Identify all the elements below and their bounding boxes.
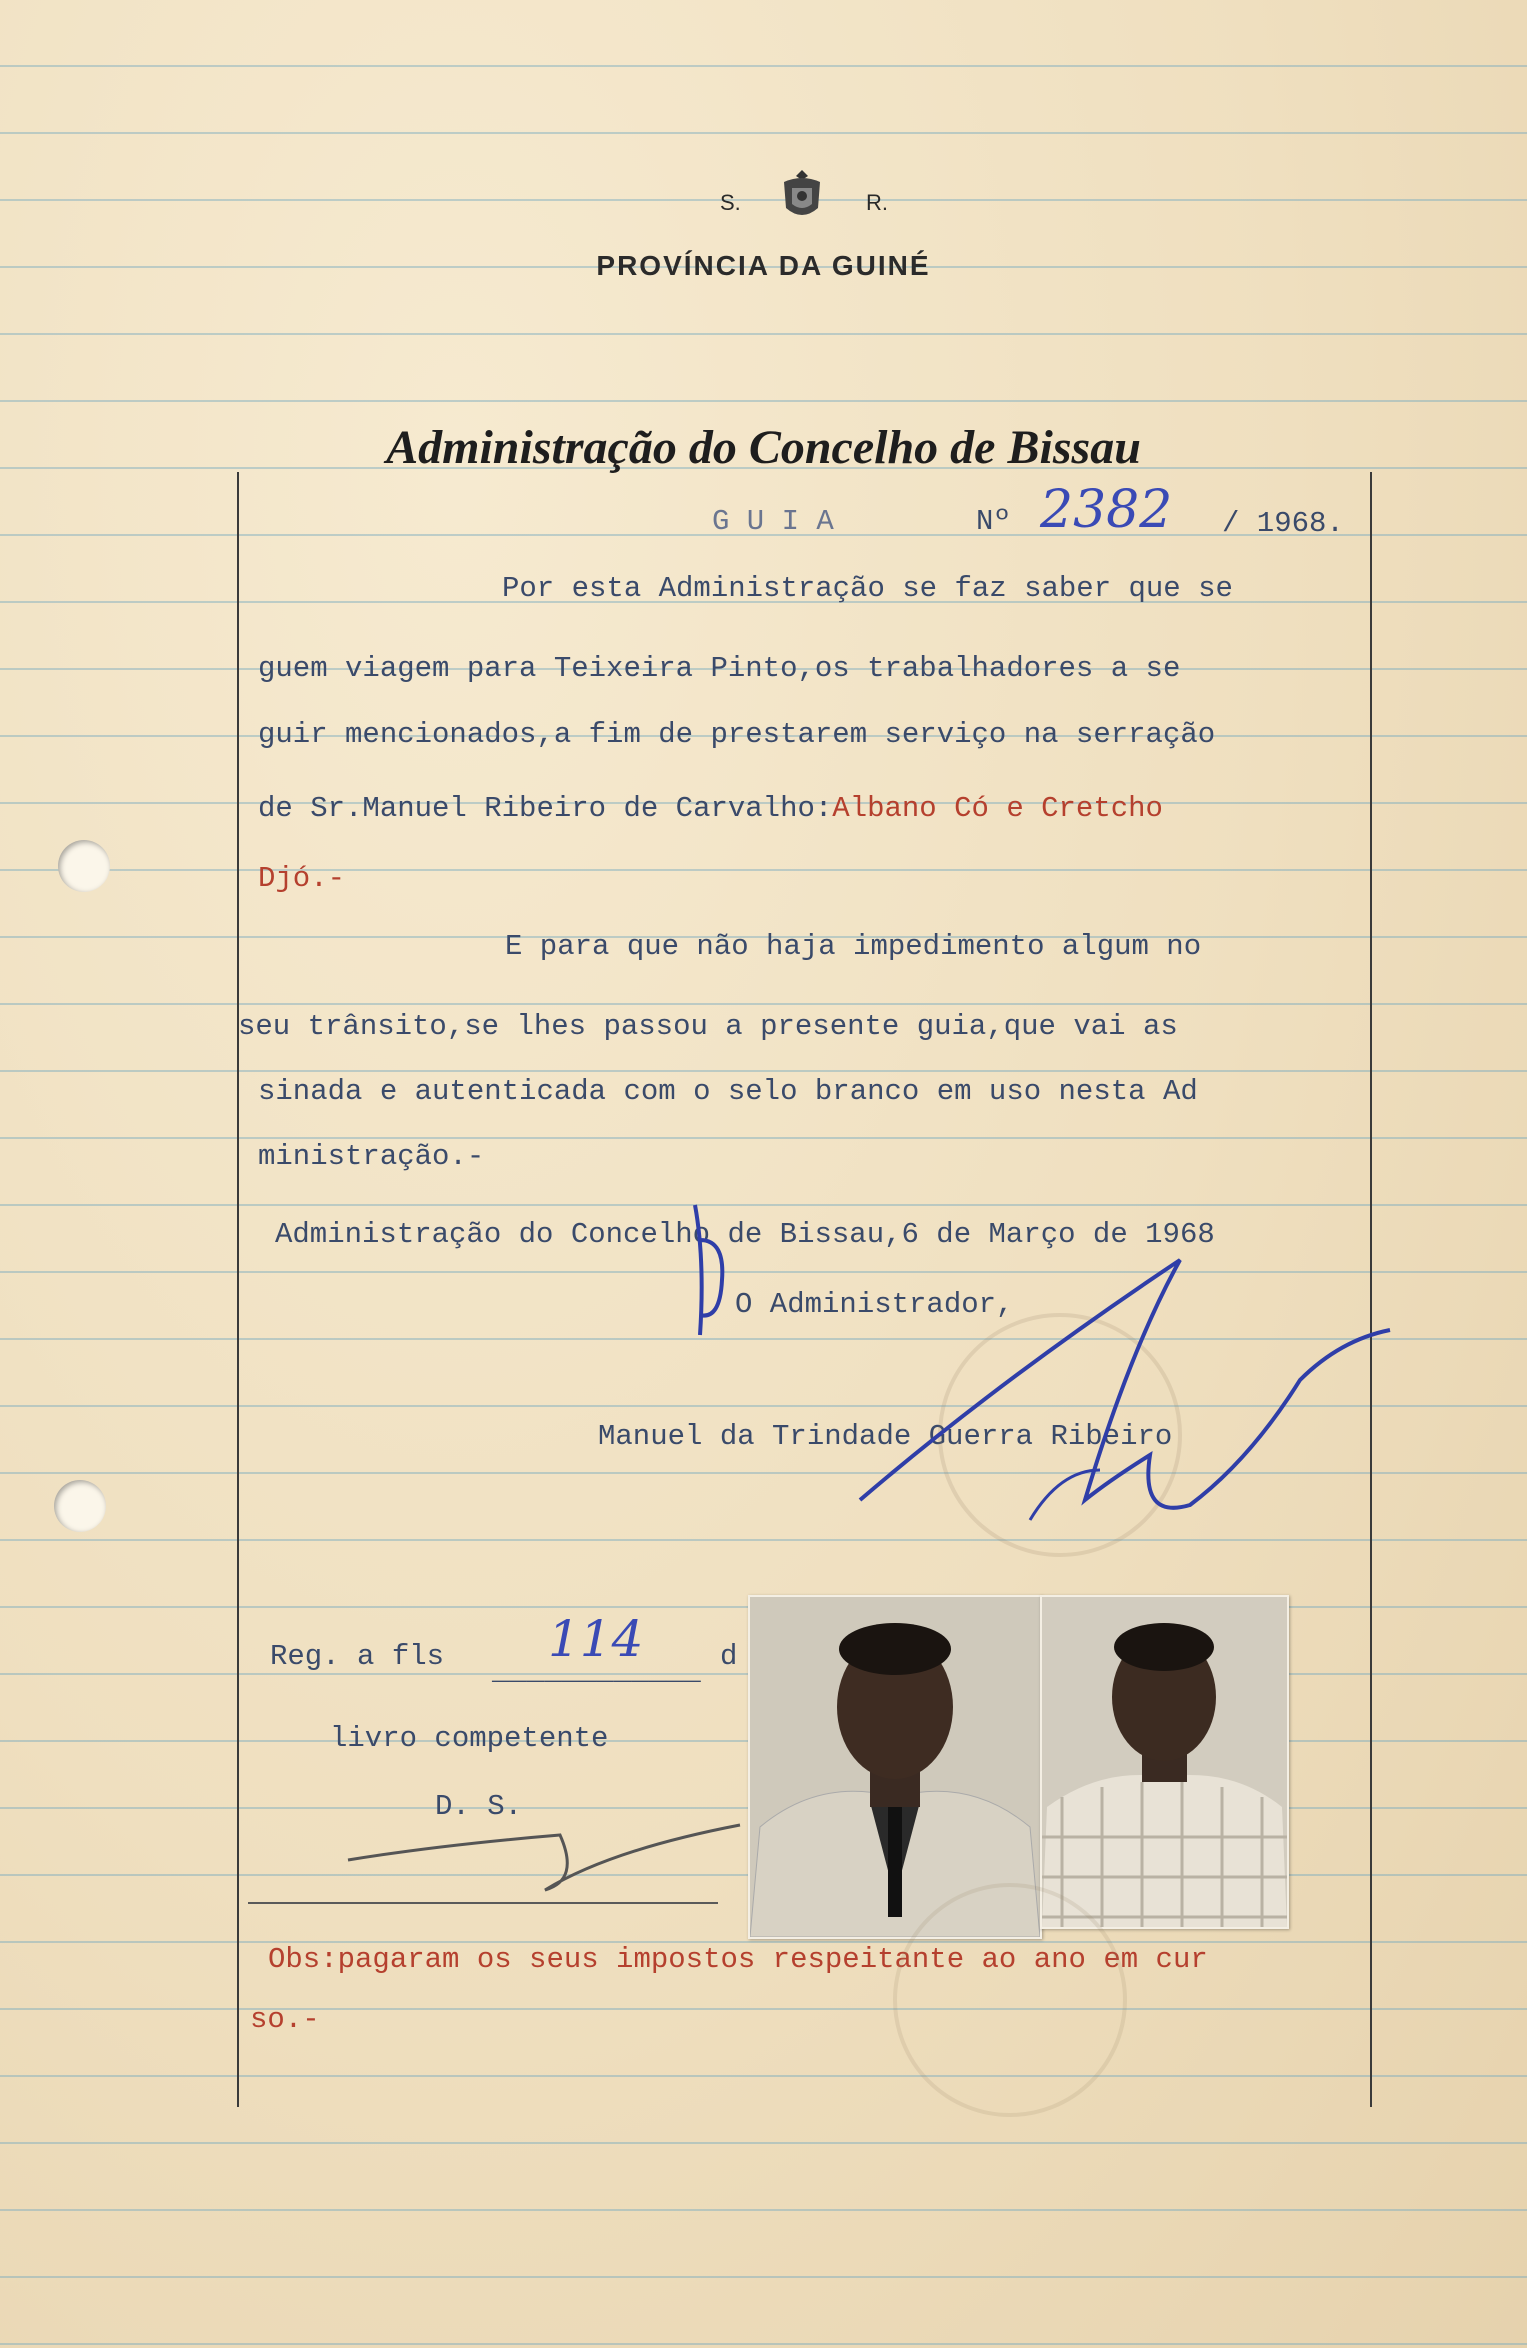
registry-signature [348, 1825, 740, 1890]
body-line-6: seu trânsito,se lhes passou a presente guia,que vai as [238, 1010, 1178, 1043]
body-line-7: sinada e autenticada com o selo branco em uso nesta Ad [258, 1075, 1198, 1108]
body-line-2: guem viagem para Teixeira Pinto,os trabalhadores a se [258, 652, 1181, 685]
workers-names-line-1: Albano Có e Cretcho [832, 792, 1163, 825]
administration-title: Administração do Concelho de Bissau [386, 421, 1141, 474]
guia-year: / 1968. [1222, 507, 1344, 540]
employer-text: de Sr.Manuel Ribeiro de Carvalho: [258, 792, 833, 825]
registry-line-3: D. S. [435, 1790, 523, 1823]
workers-names-line-2: Djó.- [258, 862, 346, 895]
guia-number-handwritten: 2382 [1040, 480, 1173, 540]
obs-line-1: Obs:pagaram os seus impostos respeitante ao ano em cur [268, 1943, 1208, 1976]
administrator-name: Manuel da Trindade Guerra Ribeiro [598, 1420, 1173, 1453]
body-line-8: ministração.- [258, 1140, 485, 1173]
punch-hole-bottom [54, 1480, 106, 1532]
photo-worker-2 [1040, 1595, 1289, 1929]
registry-folio-handwritten: 114 [548, 1610, 644, 1668]
header-initial-left: S. [720, 190, 741, 215]
body-line-4 [258, 792, 1163, 825]
guia-number-prefix: Nº [976, 505, 1011, 538]
body-line-5: E para que não haja impedimento algum no [505, 930, 1202, 963]
province-heading: PROVÍNCIA DA GUINÉ [596, 250, 931, 281]
header-initial-right: R. [866, 190, 888, 215]
registry-rule [248, 1902, 718, 1904]
guia-label: G U I A [712, 505, 834, 538]
place-date-line: Administração do Concelho de Bissau,6 de Março de 1968 [275, 1218, 1215, 1251]
body-line-1: Por esta Administração se faz saber que se [502, 572, 1233, 605]
punch-hole-top [58, 840, 110, 892]
administrator-title: O Administrador, [735, 1288, 1014, 1321]
registry-trailing: d [720, 1640, 738, 1673]
coat-of-arms-icon [780, 168, 824, 224]
photo-worker-1 [748, 1595, 1042, 1939]
obs-line-2: so.- [250, 2003, 320, 2036]
left-margin-rule [237, 472, 239, 2107]
body-line-3: guir mencionados,a fim de prestarem serviço na serração [258, 718, 1216, 751]
registry-underline: ____________ [492, 1655, 701, 1688]
right-margin-rule [1370, 472, 1372, 2107]
registry-label: Reg. a fls [270, 1640, 445, 1673]
registry-line-2: livro competente [330, 1722, 609, 1755]
